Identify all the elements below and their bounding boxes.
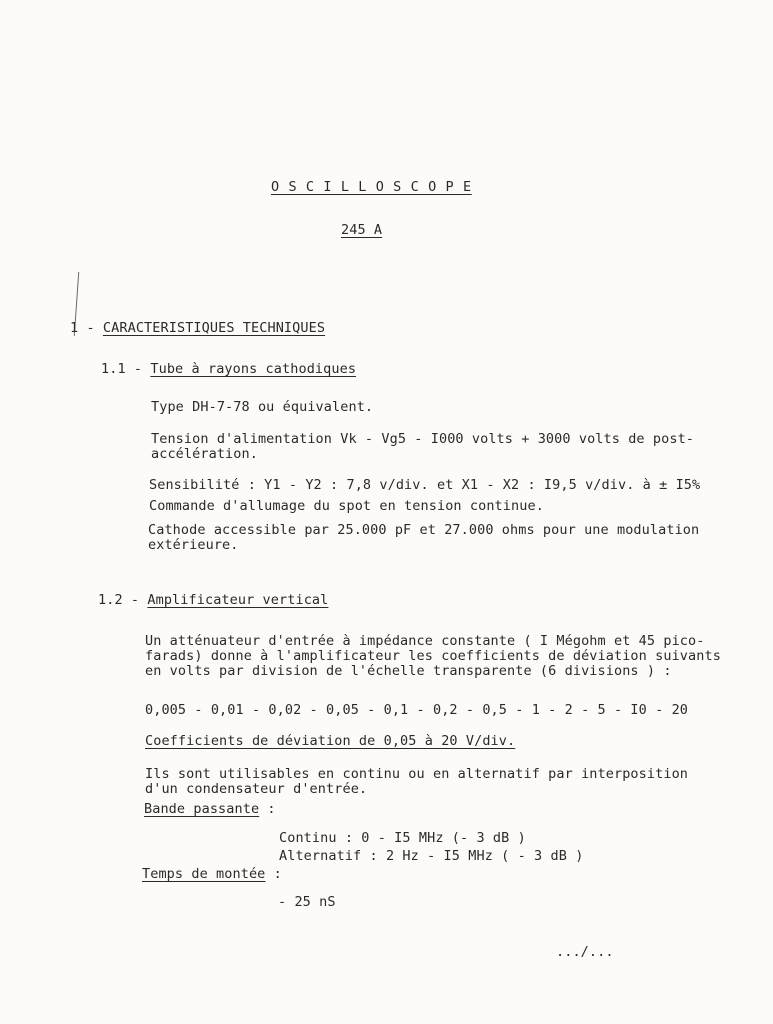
section-1-1-heading [101,362,356,377]
section-1-2-heading [98,593,328,608]
document-title: O S C I L L O S C O P E [271,179,472,195]
temps-montee-value: - 25 nS [278,894,336,910]
tube-commande: Commande d'allumage du spot en tension continue. [149,498,544,514]
temps-montee-label [142,867,282,882]
section-number: 1 - [70,320,103,336]
tube-tension: Tension d'alimentation Vk - Vg5 - I000 volts + 3000 volts de post- accélération. [151,431,695,462]
label-colon: : [265,866,282,882]
label-text: Bande passante [144,801,260,817]
section-title: CARACTERISTIQUES TECHNIQUES [102,320,326,336]
section-title: Amplificateur vertical [147,592,329,608]
model-number: 245 A [341,222,383,238]
utilisables-text: Ils sont utilisables en continu ou en alternatif par interposition d'un condensateur d'entrée. [145,766,689,797]
tube-type: Type DH-7-78 ou équivalent. [151,399,374,415]
coefficients-note: Coefficients de déviation de 0,05 à 20 V/div. [145,733,516,749]
attenuateur-text: Un atténuateur d'entrée à impédance constante ( I Mégohm et 45 pico- farads) donne à l'amplificateur les coefficients de déviation suivants en volts par division de l'échelle transparente (6 divisions ) : [145,633,721,679]
section-number: 1.1 - [101,361,151,377]
tube-cathode: Cathode accessible par 25.000 pF et 27.000 ohms pour une modulation extérieure. [148,522,700,553]
bande-continu: Continu : 0 - I5 MHz (- 3 dB ) [279,830,526,846]
label-text: Temps de montée [142,866,266,882]
label-colon: : [259,801,276,817]
continuation-mark: .../... [556,944,614,960]
section-1-heading [70,321,325,336]
bande-passante-label [144,802,276,817]
coefficient-values: 0,005 - 0,01 - 0,02 - 0,05 - 0,1 - 0,2 - 0,5 - 1 - 2 - 5 - I0 - 20 [145,702,689,718]
tube-sensibilite: Sensibilité : Y1 - Y2 : 7,8 v/div. et X1 - X2 : I9,5 v/div. à ± I5% [149,477,701,493]
bande-alternatif: Alternatif : 2 Hz - I5 MHz ( - 3 dB ) [279,848,584,864]
section-title: Tube à rayons cathodiques [150,361,357,377]
section-number: 1.2 - [98,592,148,608]
